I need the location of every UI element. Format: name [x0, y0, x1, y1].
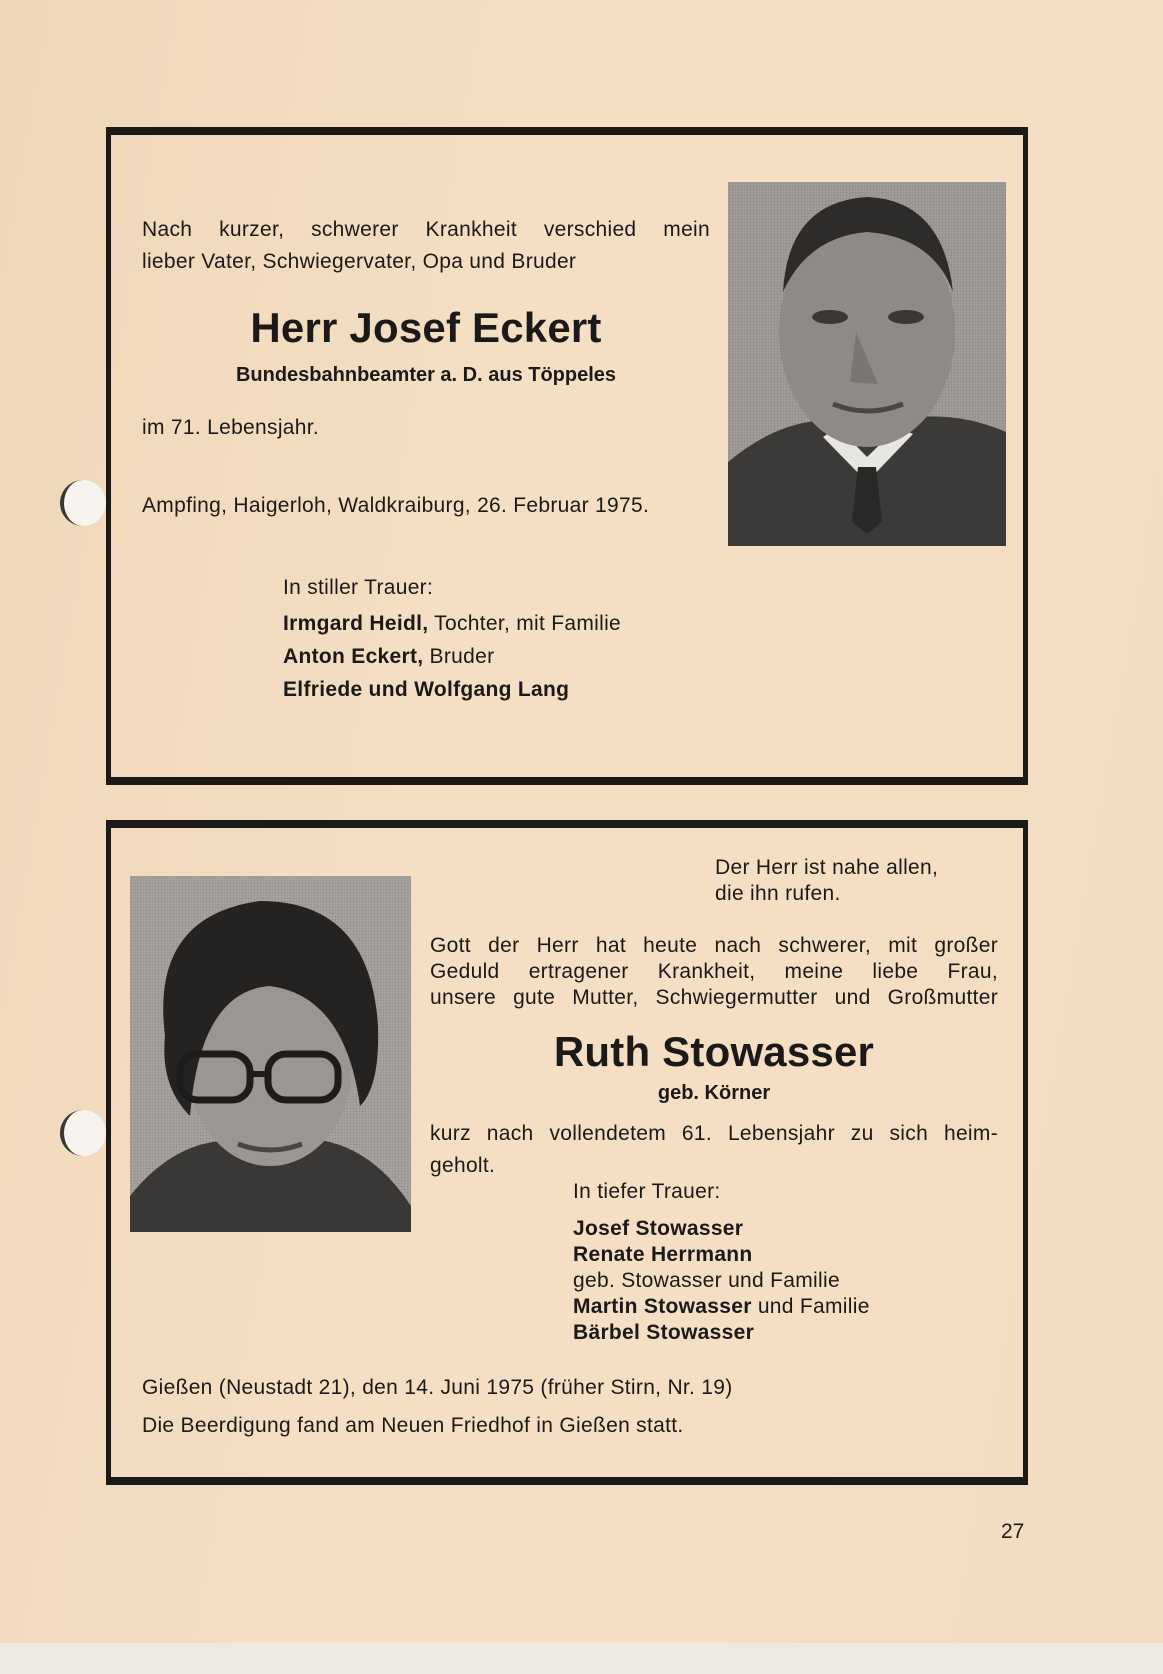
obituary2-text-line2: geholt.	[430, 1154, 496, 1177]
mourner-relation: Bruder	[423, 645, 495, 668]
obituary2-name: Ruth Stowasser	[553, 1028, 875, 1075]
mourner-name: Josef Stowasser	[573, 1217, 744, 1240]
mourner-name: Bärbel Stowasser	[573, 1321, 755, 1344]
obituary2-text-line1: kurz nach vollendetem 61. Lebensjahr zu sich heim-	[430, 1122, 998, 1145]
mourner-relation: Tochter, mit Familie	[428, 612, 622, 635]
obituary2-intro-line3: unsere gute Mutter, Schwiegermutter und Großmutter	[430, 986, 998, 1009]
obituary2-intro-line1: Gott der Herr hat heute nach schwerer, mit großer	[430, 934, 998, 957]
mourner-name: Irmgard Heidl,	[283, 612, 429, 635]
obituary2-verse-line1: Der Herr ist nahe allen,	[715, 856, 939, 879]
obituary2-mourner	[573, 1268, 840, 1294]
mourner-name: Elfriede und Wolfgang Lang	[283, 678, 570, 701]
mourner-name: Martin Stowasser	[573, 1295, 752, 1318]
mourner-name: Renate Herrmann	[573, 1243, 753, 1266]
obituary1-intro-line2: lieber Vater, Schwiegervater, Opa und Bruder	[142, 250, 577, 273]
obituary1-intro-line1: Nach kurzer, schwerer Krankheit verschied mein	[142, 218, 710, 241]
binder-hole-bottom	[60, 1110, 106, 1156]
portrait-photo-ruth-stowasser	[130, 876, 411, 1232]
obituary1-mourning-heading: In stiller Trauer:	[283, 576, 434, 599]
obituary2-mourning-heading: In tiefer Trauer:	[573, 1180, 721, 1203]
obituary1-name: Herr Josef Eckert	[250, 304, 602, 351]
obituary2-mourner	[573, 1320, 754, 1346]
portrait-photo-josef-eckert	[728, 182, 1006, 546]
obituary1-mourner	[283, 674, 569, 706]
mourner-relation: geb. Stowasser und Familie	[573, 1269, 840, 1292]
obituary1-subtitle: Bundesbahnbeamter a. D. aus Töppeles	[235, 364, 617, 386]
obituary2-funeral: Die Beerdigung fand am Neuen Friedhof in Gießen statt.	[142, 1414, 684, 1437]
binder-hole-top	[60, 480, 106, 526]
page-number: 27	[1001, 1520, 1025, 1543]
obituary2-mourner	[573, 1294, 870, 1320]
obituary2-mourner	[573, 1216, 743, 1242]
obituary2-intro-line2: Geduld ertragener Krankheit, meine liebe Frau,	[430, 960, 998, 983]
obituary2-mourner	[573, 1242, 753, 1268]
obituary2-verse-line2: die ihn rufen.	[715, 882, 841, 905]
obituary2-place-date: Gießen (Neustadt 21), den 14. Juni 1975 (früher Stirn, Nr. 19)	[142, 1376, 733, 1399]
obituary1-age: im 71. Lebensjahr.	[142, 416, 320, 439]
obituary1-mourner	[283, 608, 621, 640]
mourner-relation: und Familie	[751, 1295, 870, 1318]
mourner-name: Anton Eckert,	[283, 645, 424, 668]
obituary1-mourner	[283, 641, 494, 673]
scan-margin	[0, 1643, 1163, 1674]
obituary1-place-date: Ampfing, Haigerloh, Waldkraiburg, 26. Februar 1975.	[142, 494, 650, 517]
obituary2-subtitle: geb. Körner	[657, 1082, 771, 1104]
